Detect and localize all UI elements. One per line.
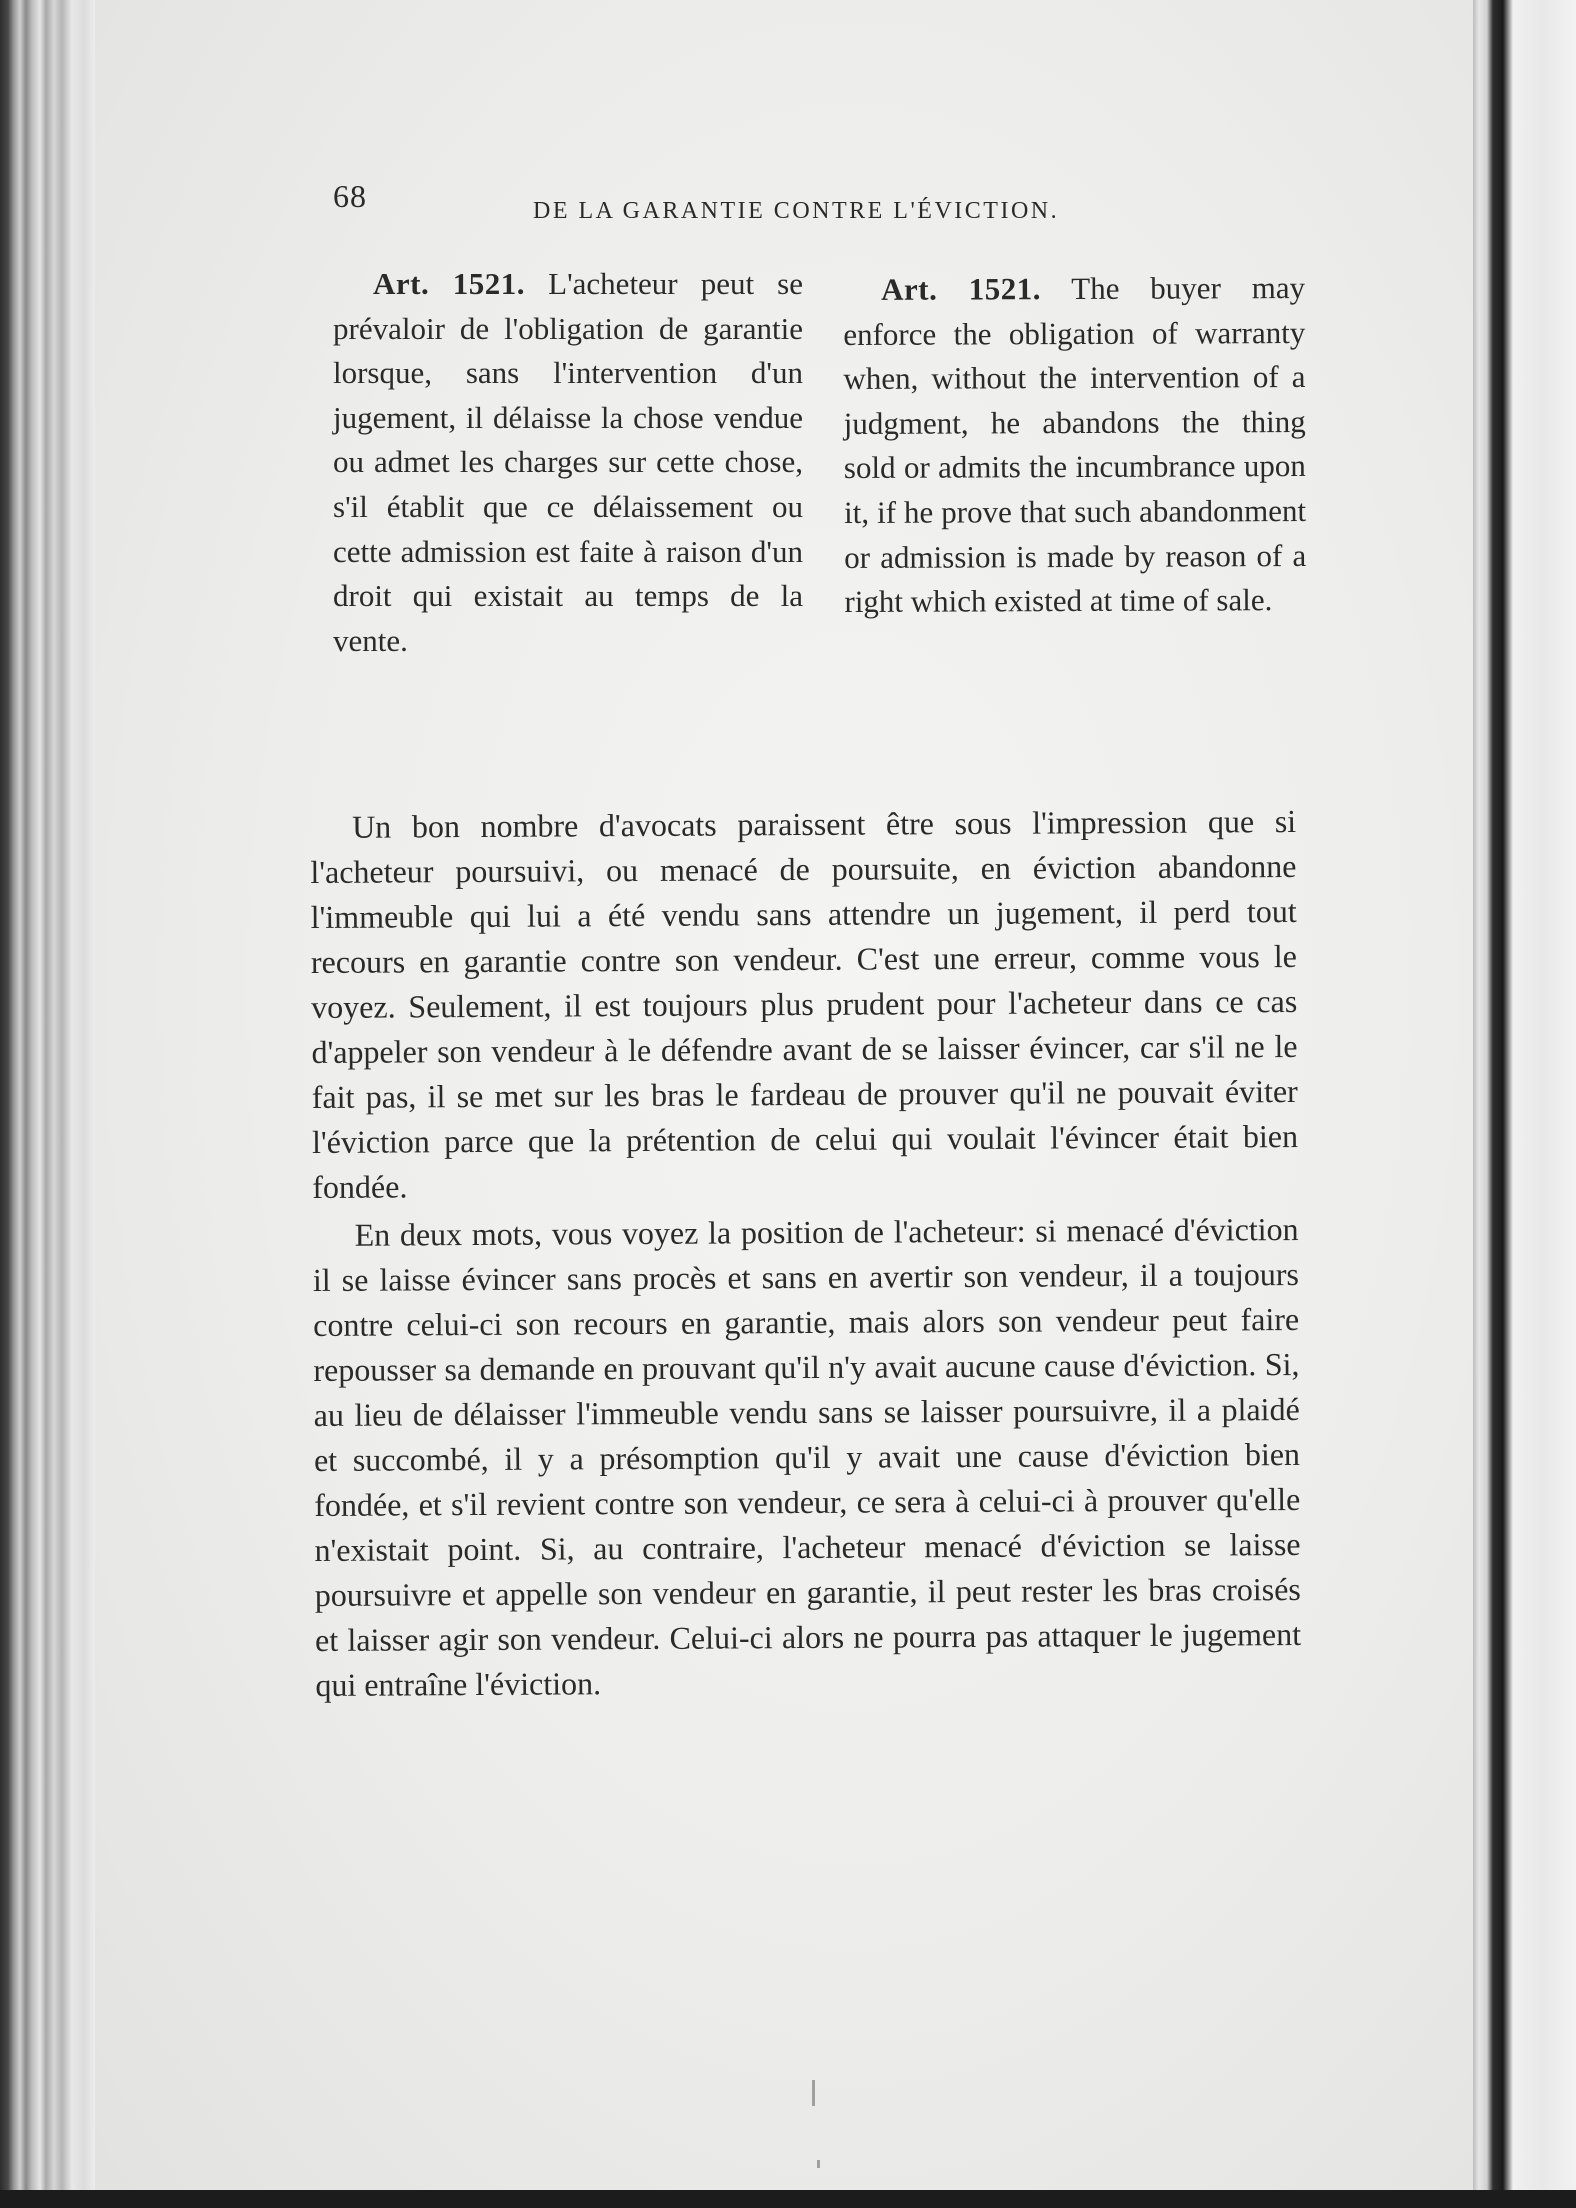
paragraph: Un bon nombre d'avocats paraissent être sous l'impression que si l'acheteur poursuivi, ou menacé de poursuite, en éviction abandonne l'immeuble qui lui a été vendu sans attendre un jugement, il perd tout recours en garantie contre son vendeur. C'est une erreur, comme vous le voyez. Seulement, il est toujours plus prudent pour l'acheteur dans ce cas d'appeler son vendeur à le défendre avant de se laisser évincer, car s'il ne le fait pas, il se met sur les bras le fardeau de prouver qu'il ne pouvait éviter l'éviction parce que la prétention de celui qui voulait l'évincer était bien fondée. [310, 802, 1299, 1205]
article-text: The buyer may enforce the obligation of warranty when, without the intervention of a judgment, he abandons the thing sold or admits the incumbrance upon it, if he prove that such abandonment or admission is made by reason of a right which existed at time of sale. [843, 269, 1307, 620]
page-header [333, 178, 1123, 228]
paper-blemish [812, 2080, 815, 2106]
page-number: 68 [333, 178, 367, 214]
article-number: Art. 1521. [881, 271, 1041, 307]
commentary-body [310, 799, 1302, 1711]
article-number: Art. 1521. [373, 266, 526, 301]
book-edge-bottom [0, 2190, 1576, 2208]
paragraph: En deux mots, vous voyez la position de l'acheteur: si menacé d'éviction il se laisse évincer sans procès et sans en avertir son vendeur, il a toujours contre celui-ci son recours en garantie, mais alors son vendeur peut faire repousser sa demande en prouvant qu'il n'y avait aucune cause d'éviction. Si, au lieu de délaisser l'immeuble vendu sans se laisser poursuivre, il a plaidé et succombé, il y a présomption qu'il y avait une cause d'éviction bien fondée, et s'il revient contre son vendeur, ce sera à celui-ci à prouver qu'elle n'existait point. Si, au contraire, l'acheteur menacé d'éviction se laisse poursuivre et appelle son vendeur en garantie, il peut rester les bras croisés et laisser agir son vendeur. Celui-ci alors ne pourra pas attaquer le jugement qui entraîne l'éviction. [312, 1210, 1302, 1703]
english-article-column [843, 266, 1307, 625]
french-article-column [333, 262, 803, 663]
book-binding-left [0, 0, 95, 2208]
article-text: L'acheteur peut se prévaloir de l'obligation de garantie lorsque, sans l'intervention d'un jugement, il délaisse la chose vendue ou admet les charges sur cette chose, s'il établit que ce délaissement ou cette admission est faite à raison d'un droit qui existait au temps de la vente. [333, 266, 803, 658]
book-edge-right [1473, 0, 1576, 2208]
paper-blemish [817, 2160, 820, 2168]
running-title: DE LA GARANTIE CONTRE L'ÉVICTION. [533, 198, 1060, 224]
